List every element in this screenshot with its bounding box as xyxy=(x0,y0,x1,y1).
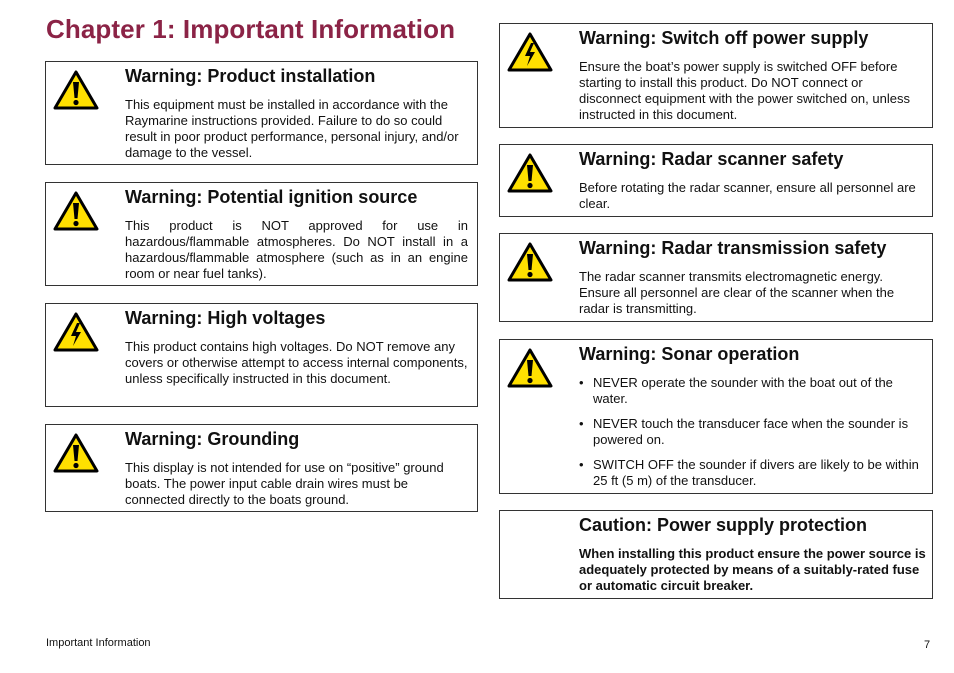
warning-title: Warning: Radar transmission safety xyxy=(579,238,887,258)
exclamation-warning-icon xyxy=(53,433,99,473)
warning-title: Warning: Product installation xyxy=(125,66,376,86)
page-title: Chapter 1: Important Information xyxy=(46,14,456,44)
list-item: • SWITCH OFF the sounder if divers are likely to be within 25 ft (5 m) of the transducer. xyxy=(579,457,919,488)
warning-body: This product contains high voltages. Do NOT remove any covers or otherwise attempt to access internal components, unless specifically instructed in this document. xyxy=(125,339,468,386)
exclamation-warning-icon xyxy=(507,153,553,193)
exclamation-warning-icon xyxy=(53,70,99,110)
warning-radar-transmission-safety xyxy=(499,233,933,322)
caution-body: When installing this product ensure the power source is adequately protected by means of a suitably-rated fuse or automatic circuit breaker. xyxy=(579,546,926,593)
warning-grounding xyxy=(45,424,478,512)
warning-body: This display is not intended for use on “positive” ground boats. The power input cable drain wires must be connected directly to the boats ground. xyxy=(125,460,444,507)
exclamation-warning-icon xyxy=(507,348,553,388)
bullet-icon: • xyxy=(579,416,584,431)
exclamation-warning-icon xyxy=(507,242,553,282)
exclamation-warning-icon xyxy=(53,191,99,231)
warning-body: Ensure the boat’s power supply is switched OFF before starting to install this product. Do NOT connect or disconnect equipment with the power switched on, unless instructed in this document. xyxy=(579,59,910,122)
list-item: • NEVER operate the sounder with the boat out of the water. xyxy=(579,375,893,406)
footer-section-name: Important Information xyxy=(46,637,151,649)
bullet-icon: • xyxy=(579,457,584,472)
warning-body: Before rotating the radar scanner, ensure all personnel are clear. xyxy=(579,180,916,211)
caution-title: Caution: Power supply protection xyxy=(579,515,868,535)
warning-title: Warning: Sonar operation xyxy=(579,344,800,364)
warning-body: This equipment must be installed in accordance with the Raymarine instructions provided. Failure to do so could result in poor product performance, personal injury, and/or damage to the vessel. xyxy=(125,97,459,160)
warning-high-voltages xyxy=(45,303,478,407)
warning-body: This product is NOT approved for use in hazardous/flammable atmospheres. Do NOT install in a hazardous/flammable atmosphere (such as in an engine room or near fuel tanks). xyxy=(125,218,468,281)
list-item: • NEVER touch the transducer face when the sounder is powered on. xyxy=(579,416,909,447)
warning-radar-scanner-safety xyxy=(499,144,933,217)
warning-title: Warning: Grounding xyxy=(125,429,300,449)
warning-title: Warning: Radar scanner safety xyxy=(579,149,844,169)
footer-page-number: 7 xyxy=(924,639,931,651)
bullet-list xyxy=(579,375,926,498)
warning-sonar-operation xyxy=(499,339,933,494)
bullet-icon: • xyxy=(579,375,584,390)
warning-title: Warning: High voltages xyxy=(125,308,326,328)
warning-title: Warning: Potential ignition source xyxy=(125,187,418,207)
warning-body: The radar scanner transmits electromagnetic energy. Ensure all personnel are clear of the scanner when the radar is transmitting. xyxy=(579,269,895,316)
high-voltage-warning-icon xyxy=(507,32,553,72)
caution-power-supply-protection xyxy=(499,510,933,599)
warning-title: Warning: Switch off power supply xyxy=(579,28,869,48)
warning-product-installation xyxy=(45,61,478,165)
high-voltage-warning-icon xyxy=(53,312,99,352)
warning-switch-off-power-supply xyxy=(499,23,933,128)
warning-potential-ignition-source xyxy=(45,182,478,286)
